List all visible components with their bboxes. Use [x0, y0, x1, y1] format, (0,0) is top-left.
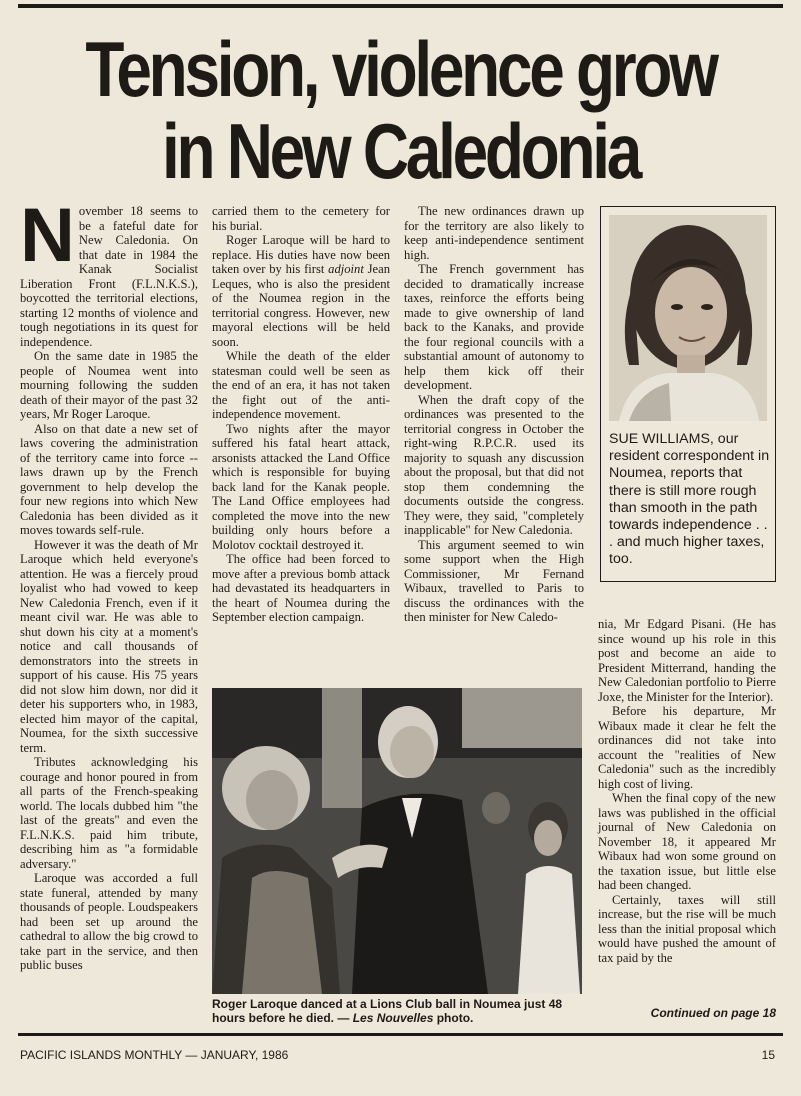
correspondent-box: [600, 206, 776, 582]
article-paragraph: Before his departure, Mr Wibaux made it clear he felt the ordinances did not take into account the "realities of New Caledonia" such as the incredibly high cost of living.: [598, 704, 776, 791]
headline-line-1: Tension, violence grow: [85, 25, 716, 113]
article-column-4: [598, 617, 776, 965]
drop-cap: N: [20, 193, 75, 278]
portrait-image: [609, 215, 767, 421]
top-rule: [18, 4, 783, 8]
article-paragraph: When the final copy of the new laws was published in the official journal of New Caledonia on November 18, it appeared Mr Wibaux had won some ground on the taxation issue, but little else had been changed.: [598, 791, 776, 892]
article-paragraph: The French government has decided to dramatically increase taxes, reinforce the efforts being made to give ownership of land back to the Kanaks, and provide the four regional councils with a substantial amount of autonomy to help them kick off their development.: [404, 262, 584, 392]
article-paragraph: However it was the death of Mr Laroque which held everyone's attention. He was a fiercely proud loyalist who had vowed to keep New Caledonia French, even if it meant civil war. He was able to shut down his city at a moment's notice and call thousands of demonstrators into the streets in support of his cause. His 75 years did not slow him down, nor did it deter his supporters who, in 1983, elected him mayor of the capital, Noumea, for the sixth successive term.: [20, 537, 198, 755]
article-paragraph: Roger Laroque will be hard to replace. His duties have now been taken over by his first adjoint Jean Leques, who is also the president of the Noumea region in the territorial congress. However, new mayoral elections will be held soon.: [212, 233, 391, 349]
bottom-rule: [18, 1033, 783, 1036]
article-paragraph: Tributes acknowledging his courage and honor poured in from all parts of the French-speaking world. The locals dubbed him "the last of the greats" and even the F.L.N.K.S. paid him tribute, describing him as "a formidable adversary.": [20, 755, 198, 871]
article-paragraph: While the death of the elder statesman could well be seen as the end of an era, it has not taken the fight out of the anti-independence movement.: [212, 349, 390, 421]
article-paragraph: On the same date in 1985 the people of Noumea went into mourning following the sudden death of their mayor of the past 32 years, Mr Roger Laroque.: [20, 349, 198, 421]
article-paragraph: Laroque was accorded a full state funeral, attended by many thousands of people. Loudspeakers had been set up around the cathedral to allow the big crowd to take part in the service, and then public buses: [20, 871, 198, 972]
headline-line-2: in New Caledonia: [161, 107, 640, 195]
article-paragraph: nia, Mr Edgard Pisani. (He has since wound up his role in this post and become an aide to President Mitterrand, handing the New Caledonian portfolio to Pierre Joxe, the Minister for the Interior).: [598, 617, 776, 704]
article-paragraph: The new ordinances drawn up for the territory are also likely to keep anti-independence sentiment high.: [404, 204, 584, 262]
continued-link[interactable]: Continued on page 18: [650, 1006, 776, 1020]
article-column-2: [212, 204, 390, 625]
headline: [72, 25, 729, 195]
article-column-3: [404, 204, 584, 625]
page-number: 15: [761, 1048, 775, 1062]
italic-term: adjoint: [328, 262, 364, 276]
article-paragraph: The office had been forced to move after a previous bomb attack had devastated its headquarters in the heart of Noumea during the September election campaign.: [212, 552, 390, 624]
article-paragraph: carried them to the cemetery for his burial.: [212, 204, 390, 233]
correspondent-blurb: SUE WILLIAMS, our resident correspondent in Noumea, reports that there is still more rough than smooth in the path towards independence . . . and much higher taxes, too.: [609, 431, 770, 568]
dance-photo: [212, 688, 582, 994]
dance-photo-image: [212, 688, 582, 994]
article-paragraph: When the draft copy of the ordinances was presented to the territorial congress in October the right-wing R.P.C.R. used its majority to squash any discussion about the proposal, but that did not stop them condemning the documents outside the congress. They were, they said, "completely inapplicable" for New Caledonia.: [404, 392, 584, 537]
correspondent-portrait: [609, 215, 767, 421]
byline-name: SUE WILLIAMS: [609, 431, 710, 447]
footer-publication: PACIFIC ISLANDS MONTHLY — JANUARY, 1986: [20, 1048, 289, 1062]
article-paragraph: Two nights after the mayor suffered his fatal heart attack, arsonists attacked the Land Office which is responsible for buying back land for the Kanak people. The Land Office employees had completed the move into the new building only hours before a Molotov cocktail destroyed it.: [212, 421, 390, 552]
article-paragraph: Certainly, taxes will still increase, but the rise will be much less than the initial proposal which would have pushed the amount of tax paid by the: [598, 892, 776, 965]
photo-caption: Roger Laroque danced at a Lions Club ball in Noumea just 48 hours before he died. — Les Nouvelles photo.: [212, 997, 563, 1025]
article-column-1: [20, 193, 198, 973]
article-paragraph: November 18 seems to be a fateful date for New Caledonia. On that date in 1984 the Kanak Socialist Liberation Front (F.L.N.K.S.), boycotted the territorial elections, starting 12 months of violence and tough negotiations in its quest for independence.: [20, 193, 198, 349]
article-paragraph: This argument seemed to win some support when the High Commissioner, Mr Fernand Wibaux, travelled to Paris to discuss the ordinances with the then minister for New Caledo-: [404, 537, 584, 624]
article-paragraph: Also on that date a new set of laws covering the administration of the territory came into force -- laws drawn up by the French government to help develop the four new regions into which New Caledonia has been divided as it moves towards self-rule.: [20, 421, 198, 537]
caption-source: Les Nouvelles: [352, 1011, 434, 1025]
